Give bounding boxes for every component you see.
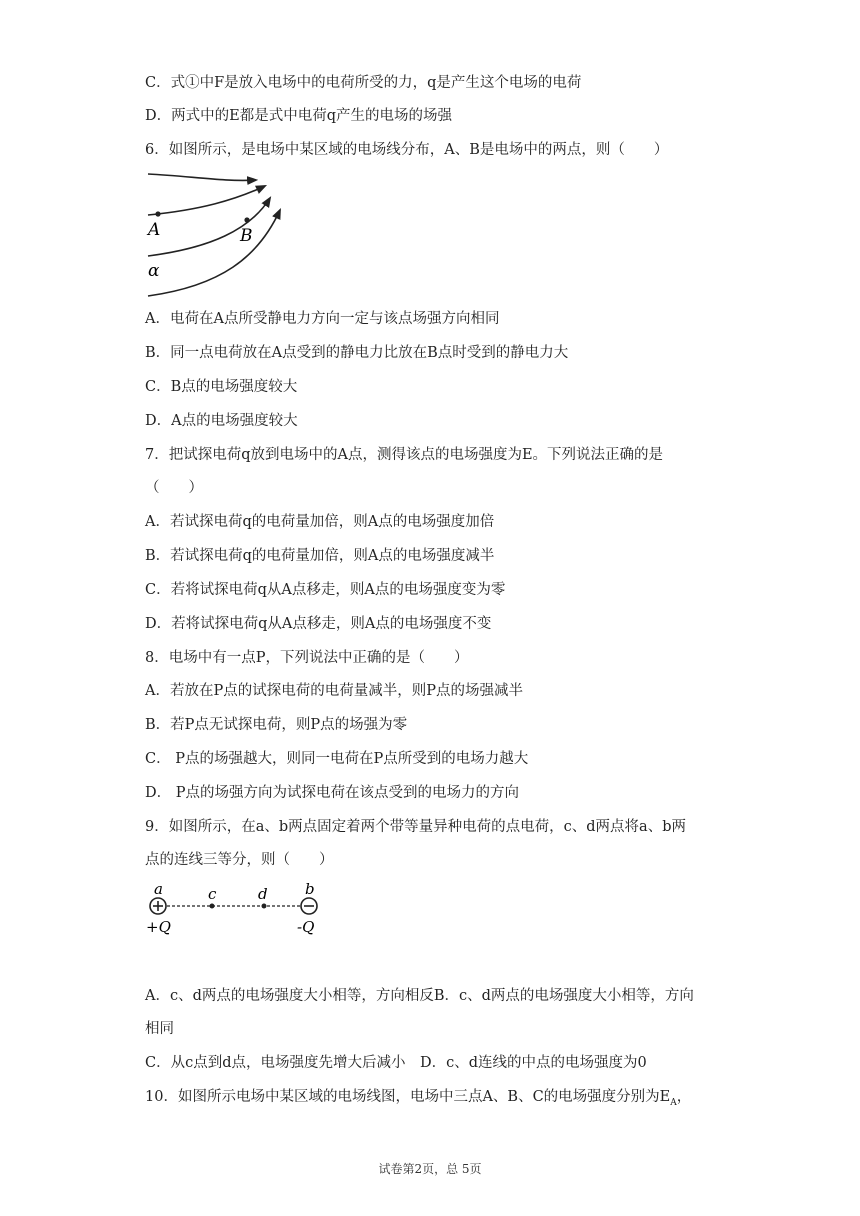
option-b-q8: B．若P点无试探电荷，则P点的场强为零 — [145, 717, 408, 733]
question-9-cont: 点的连线三等分，则（ ） — [145, 852, 334, 868]
question-10-text: 10．如图所示电场中某区域的电场线图，电场中三点A、B、C的电场强度分别为E — [145, 1089, 671, 1105]
label-minus-q: -Q — [297, 918, 315, 936]
option-c-q7: C．若将试探电荷q从A点移走，则A点的电场强度变为零 — [145, 582, 506, 598]
point-b — [244, 217, 249, 222]
option-cd-q9: C．从c点到d点，电场强度先增大后减小 D．c、d连线的中点的电场强度为0 — [145, 1055, 647, 1071]
option-c-q8: C． P点的场强越大，则同一电荷在P点所受到的电场力越大 — [145, 751, 529, 767]
label-b: B — [240, 226, 253, 246]
option-ab-q9-cont: 相同 — [145, 1021, 174, 1037]
option-a-q6: A．电荷在A点所受静电力方向一定与该点场强方向相同 — [145, 311, 500, 327]
option-d-q6: D．A点的电场强度较大 — [145, 413, 298, 429]
subscript-a: A — [670, 1097, 677, 1108]
option-a-q8: A．若放在P点的试探电荷的电荷量减半，则P点的场强减半 — [145, 683, 523, 699]
question-7: 7．把试探电荷q放到电场中的A点，测得该点的电场强度为E。下列说法正确的是 — [145, 447, 664, 463]
question-9: 9．如图所示，在a、b两点固定着两个带等量异种电荷的点电荷，c、d两点将a、b两 — [145, 819, 686, 835]
field-line-2 — [148, 186, 265, 215]
option-b-q6: B．同一点电荷放在A点受到的静电力比放在B点时受到的静电力大 — [145, 345, 569, 361]
field-lines-figure — [140, 168, 290, 303]
option-a-q7: A．若试探电荷q的电荷量加倍，则A点的电场强度加倍 — [145, 514, 495, 530]
field-line-1 — [148, 174, 256, 180]
option-ab-q9: A．c、d两点的电场强度大小相等，方向相反B．c、d两点的电场强度大小相等，方向 — [145, 988, 694, 1004]
label-d: d — [258, 885, 268, 903]
page-footer: 试卷第2页，总 5页 — [378, 1162, 482, 1176]
label-b-charge: b — [305, 880, 315, 898]
label-plus-q: +Q — [146, 918, 171, 936]
point-c — [210, 904, 215, 909]
label-a-charge: a — [154, 880, 163, 898]
label-alpha: α — [148, 261, 160, 281]
option-b-q7: B．若试探电荷q的电荷量加倍，则A点的电场强度减半 — [145, 548, 495, 564]
option-c-q5: C．式①中F是放入电场中的电荷所受的力，q是产生这个电场的电荷 — [145, 75, 582, 91]
option-c-q6: C．B点的电场强度较大 — [145, 379, 298, 395]
label-a: A — [148, 220, 161, 240]
question-6: 6．如图所示，是电场中某区域的电场线分布，A、B是电场中的两点，则（ ） — [145, 142, 669, 158]
question-10 — [145, 1087, 691, 1113]
question-7-bracket: （ ） — [145, 480, 203, 496]
question-8: 8．电场中有一点P，下列说法中正确的是（ ） — [145, 650, 469, 666]
point-d — [262, 904, 267, 909]
option-d-q5: D．两式中的E都是式中电荷q产生的电场的场强 — [145, 108, 452, 124]
charges-figure — [140, 878, 340, 938]
option-d-q8: D． P点的场强方向为试探电荷在该点受到的电场力的方向 — [145, 785, 519, 801]
label-c: c — [208, 885, 217, 903]
question-10-tail: ， — [676, 1089, 692, 1105]
point-a — [155, 211, 160, 216]
option-d-q7: D．若将试探电荷q从A点移走，则A点的电场强度不变 — [145, 616, 492, 632]
